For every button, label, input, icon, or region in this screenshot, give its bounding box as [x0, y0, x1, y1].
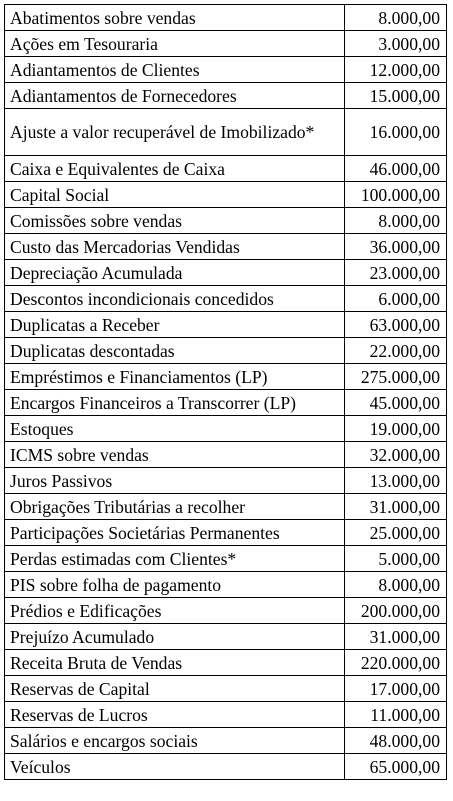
- table-row: [5, 468, 447, 494]
- account-name-cell: Salários e encargos sociais: [5, 728, 345, 754]
- account-name-cell: ICMS sobre vendas: [5, 442, 345, 468]
- account-name-cell: Adiantamentos de Fornecedores: [5, 83, 345, 109]
- account-name-cell: Veículos: [5, 754, 345, 780]
- table-row: [5, 182, 447, 208]
- table-row: [5, 312, 447, 338]
- account-name-cell: Ações em Tesouraria: [5, 31, 345, 57]
- account-name-cell: Reservas de Capital: [5, 676, 345, 702]
- account-value-cell: 11.000,00: [345, 702, 447, 728]
- account-value-cell: 45.000,00: [345, 390, 447, 416]
- account-name-cell: Receita Bruta de Vendas: [5, 650, 345, 676]
- account-value-cell: 6.000,00: [345, 286, 447, 312]
- table-row: [5, 520, 447, 546]
- account-name-cell: Prédios e Edificações: [5, 598, 345, 624]
- account-value-cell: 46.000,00: [345, 156, 447, 182]
- table-row: [5, 572, 447, 598]
- accounts-table-container: [4, 4, 446, 780]
- account-name-cell: Encargos Financeiros a Transcorrer (LP): [5, 390, 345, 416]
- account-name-cell: Comissões sobre vendas: [5, 208, 345, 234]
- account-value-cell: 275.000,00: [345, 364, 447, 390]
- account-name-cell: Custo das Mercadorias Vendidas: [5, 234, 345, 260]
- accounts-table: [4, 4, 447, 780]
- account-value-cell: 16.000,00: [345, 109, 447, 156]
- account-value-cell: 200.000,00: [345, 598, 447, 624]
- table-row: [5, 364, 447, 390]
- table-row: [5, 156, 447, 182]
- account-name-cell: Caixa e Equivalentes de Caixa: [5, 156, 345, 182]
- account-value-cell: 8.000,00: [345, 572, 447, 598]
- table-row: [5, 676, 447, 702]
- account-name-cell: Obrigações Tributárias a recolher: [5, 494, 345, 520]
- table-row: [5, 650, 447, 676]
- account-name-cell: Capital Social: [5, 182, 345, 208]
- account-value-cell: 220.000,00: [345, 650, 447, 676]
- account-value-cell: 23.000,00: [345, 260, 447, 286]
- table-row: [5, 494, 447, 520]
- account-value-cell: 5.000,00: [345, 546, 447, 572]
- account-name-cell: Reservas de Lucros: [5, 702, 345, 728]
- account-name-cell: Participações Societárias Permanentes: [5, 520, 345, 546]
- table-row: [5, 390, 447, 416]
- account-name-cell: Ajuste a valor recuperável de Imobilizado*: [5, 109, 345, 156]
- table-row: [5, 728, 447, 754]
- account-name-cell: Estoques: [5, 416, 345, 442]
- table-row: [5, 31, 447, 57]
- account-name-cell: Adiantamentos de Clientes: [5, 57, 345, 83]
- accounts-table-body: [5, 5, 447, 780]
- account-name-cell: Duplicatas a Receber: [5, 312, 345, 338]
- account-name-cell: Abatimentos sobre vendas: [5, 5, 345, 31]
- account-value-cell: 63.000,00: [345, 312, 447, 338]
- table-row: [5, 83, 447, 109]
- account-value-cell: 12.000,00: [345, 57, 447, 83]
- table-row: [5, 546, 447, 572]
- account-value-cell: 8.000,00: [345, 5, 447, 31]
- account-value-cell: 31.000,00: [345, 494, 447, 520]
- account-name-cell: Juros Passivos: [5, 468, 345, 494]
- account-value-cell: 100.000,00: [345, 182, 447, 208]
- account-value-cell: 15.000,00: [345, 83, 447, 109]
- account-name-cell: Descontos incondicionais concedidos: [5, 286, 345, 312]
- table-row: [5, 702, 447, 728]
- table-row: [5, 5, 447, 31]
- account-value-cell: 25.000,00: [345, 520, 447, 546]
- account-value-cell: 32.000,00: [345, 442, 447, 468]
- table-row: [5, 598, 447, 624]
- account-name-cell: PIS sobre folha de pagamento: [5, 572, 345, 598]
- table-row: [5, 416, 447, 442]
- account-value-cell: 22.000,00: [345, 338, 447, 364]
- account-value-cell: 31.000,00: [345, 624, 447, 650]
- table-row: [5, 338, 447, 364]
- account-name-cell: Perdas estimadas com Clientes*: [5, 546, 345, 572]
- table-row: [5, 109, 447, 156]
- account-value-cell: 17.000,00: [345, 676, 447, 702]
- table-row: [5, 624, 447, 650]
- account-name-cell: Empréstimos e Financiamentos (LP): [5, 364, 345, 390]
- table-row: [5, 57, 447, 83]
- table-row: [5, 260, 447, 286]
- table-row: [5, 442, 447, 468]
- account-value-cell: 3.000,00: [345, 31, 447, 57]
- table-row: [5, 234, 447, 260]
- account-value-cell: 65.000,00: [345, 754, 447, 780]
- account-value-cell: 48.000,00: [345, 728, 447, 754]
- table-row: [5, 286, 447, 312]
- account-value-cell: 19.000,00: [345, 416, 447, 442]
- table-row: [5, 754, 447, 780]
- account-value-cell: 8.000,00: [345, 208, 447, 234]
- account-name-cell: Prejuízo Acumulado: [5, 624, 345, 650]
- table-row: [5, 208, 447, 234]
- account-name-cell: Duplicatas descontadas: [5, 338, 345, 364]
- account-name-cell: Depreciação Acumulada: [5, 260, 345, 286]
- account-value-cell: 36.000,00: [345, 234, 447, 260]
- account-value-cell: 13.000,00: [345, 468, 447, 494]
